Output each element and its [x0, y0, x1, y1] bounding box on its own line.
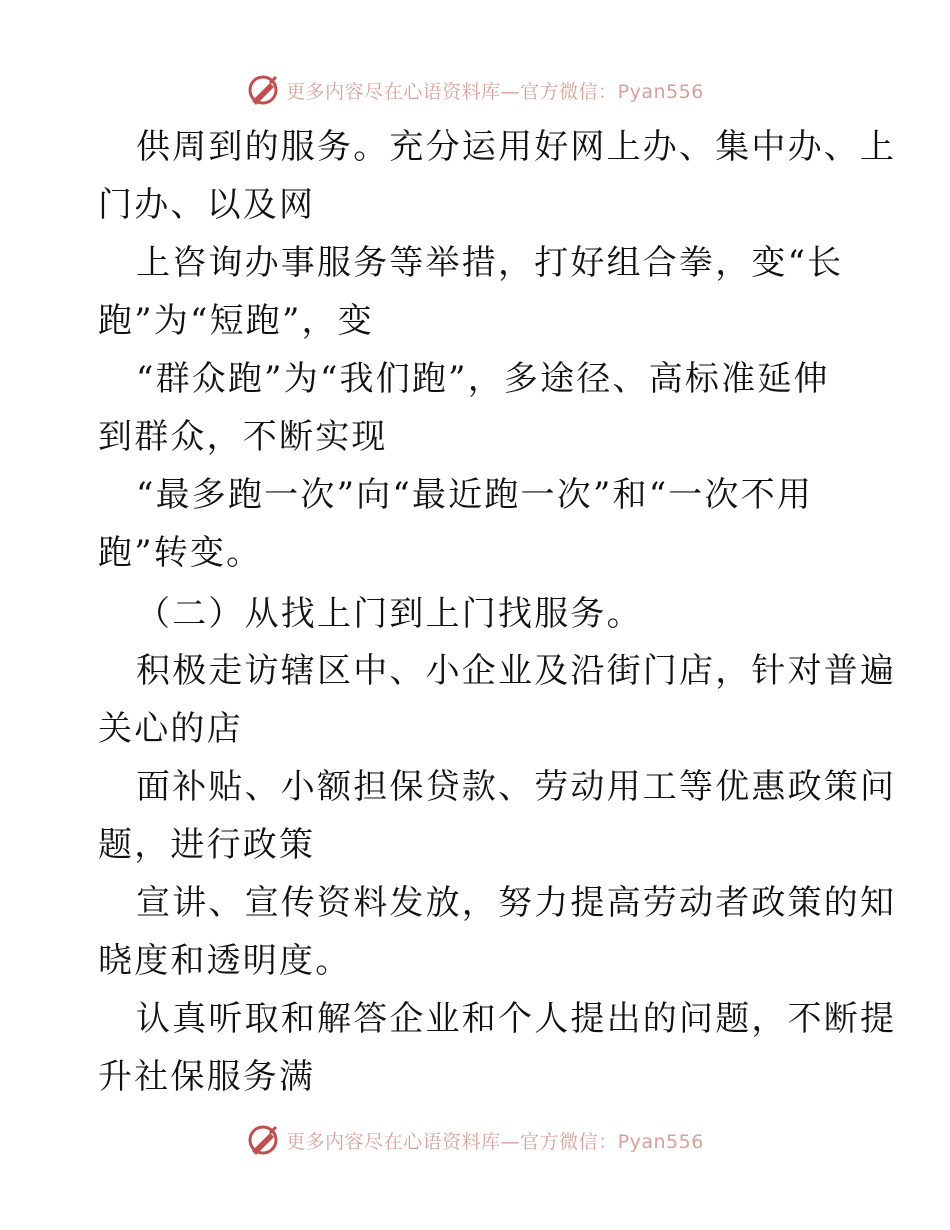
- text-line: “群众跑”为“我们跑”，多途径、高标准延伸: [136, 359, 830, 399]
- text-line: 关心的店: [98, 709, 243, 749]
- text-line: 上咨询办事服务等举措，打好组合拳，变“长: [136, 243, 844, 283]
- header-watermark: [0, 70, 950, 110]
- text-line: 宣讲、宣传资料发放，努力提高劳动者政策的知: [136, 883, 897, 923]
- watermark-group: [246, 73, 704, 107]
- text-line: 晓度和透明度。: [98, 941, 352, 981]
- text-line: 门办、以及网: [98, 185, 316, 225]
- pen-logo-icon: [246, 73, 280, 107]
- text-line: 升社保服务满: [98, 1057, 316, 1097]
- text-line: 跑”为“短跑”，变: [98, 301, 374, 341]
- text-line: 题，进行政策: [98, 825, 316, 865]
- text-line: 面补贴、小额担保贷款、劳动用工等优惠政策问: [136, 767, 897, 807]
- text-line: 到群众，不断实现: [98, 417, 388, 457]
- text-line: “最多跑一次”向“最近跑一次”和“一次不用: [136, 475, 814, 515]
- watermark-group: [246, 1123, 704, 1157]
- section-heading: （二）从找上门到上门找服务。: [136, 594, 643, 634]
- pen-logo-icon: [246, 1123, 280, 1157]
- text-line: 供周到的服务。充分运用好网上办、集中办、上: [136, 127, 897, 167]
- watermark-text: 更多内容尽在心语资料库—官方微信：Pyan556: [286, 1130, 704, 1153]
- watermark-text: 更多内容尽在心语资料库—官方微信：Pyan556: [286, 80, 704, 103]
- text-line: 积极走访辖区中、小企业及沿街门店，针对普遍: [136, 651, 897, 691]
- text-line: 跑”转变。: [98, 533, 263, 573]
- text-line: 认真听取和解答企业和个人提出的问题，不断提: [136, 999, 897, 1039]
- footer-watermark: [0, 1120, 950, 1160]
